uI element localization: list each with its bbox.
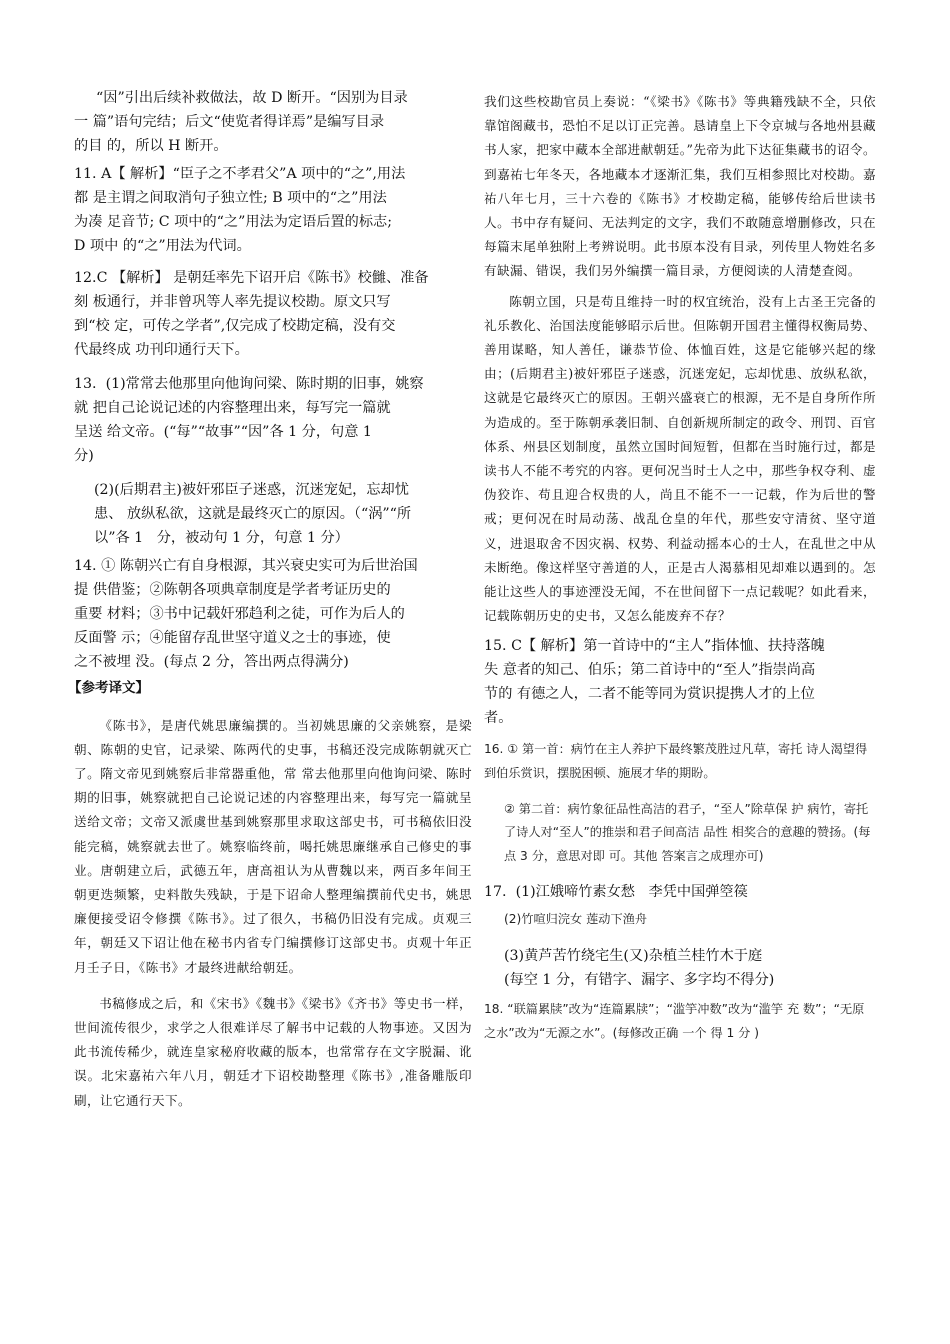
q13-part1: 13. (1)常常去他那里向他询问梁、陈时期的旧事，姚察 就 把自己论说记述的内容整理出来，每写完一篇就 呈送 给文帝。(“每”“故事”“因”各 1 分，句意 1 分)	[74, 376, 424, 464]
left-column	[68, 86, 472, 1113]
q17-line2: (2)竹喧归浣女 莲动下渔舟	[504, 912, 648, 927]
right-column	[484, 90, 876, 1057]
q14-answer: 14. ① 陈朝兴亡有自身根源，其兴衰史实可为后世治国 提 供借鉴；②陈朝各项典章制度是学者考证历史的 重要 材料；③书中记载奸邪趋利之徒，可作为后人的 反面警 示；④能留存乱世坚守道义之士的事迹，使 之不被埋 没。(每点 2 分，答出两点得满分)	[74, 558, 418, 670]
translation-paragraph-2: 书稿修成之后，和《宋书》《魏书》《梁书》《齐书》等史书一样，世间流传很少，求学之人很难详尽了解书中记载的人物事迹。又因为此书流传稀少，就连皇家秘府收藏的版本，也常常存在文字脱漏、讹误。北宋嘉祐六年八月，朝廷才下诏校勘整理《陈书》,准备雕版印刷，让它通行天下。	[74, 995, 472, 1108]
q13-part2: (2)(后期君主)被奸邪臣子迷惑，沉迷宠妃，忘却忧 患、 放纵私欲，这就是最终灭亡的原因。（“涡”“所 以”各 1 分，被动句 1 分，句意 1 分）	[94, 482, 412, 546]
q10-continuation: “因”引出后续补救做法，故 D 断开。“因别为目录 一 篇”语句完结；后文“使览者得详焉”是编写目录 的目 的，所以 H 断开。	[74, 90, 408, 154]
q18-answer: 18. “联篇累牍”改为“连篇累牍”；“滥竽冲数”改为“滥竽 充 数”；“无原之水”改为“无源之水”。(每修改正确 一个 得 1 分 )	[484, 1002, 865, 1040]
q17-line1: 17. (1)江娥啼竹素女愁 李凭中国弹箜篌	[484, 884, 748, 901]
translation-heading: 【参考译文】	[68, 680, 149, 696]
q16-part2: ② 第二首：病竹象征品性高洁的君子，“至人”除草保 护 病竹，寄托了诗人对“至人”的推崇和君子间高洁 品性 相奖合的意趣的赞扬。(每点 3 分，意思对即 可。其他 答案言之成理亦可)	[504, 801, 871, 863]
q16-part1: 16. ① 第一首：病竹在主人养护下最终繁茂胜过凡草，寄托 诗人渴望得到伯乐赏识，摆脱困顿、施展才华的期盼。	[484, 742, 868, 780]
translation-paragraph-4: 陈朝立国，只是苟且维持一时的权宜统治，没有上古圣王完备的礼乐教化、治国法度能够昭示后世。但陈朝开国君主懂得权衡局势、善用谋略，知人善任，谦恭节俭、体恤百姓，这是它能够兴起的缘由；(后期君主)被奸邪臣子迷惑，沉迷宠妃，忘却忧患、放纵私欲，这就是它最终灭亡的原因。王朝兴盛衰亡的根源，无不是自身所作所为造成的。至于陈朝承袭旧制、自创新规所制定的政令、刑罚、百官体系、州县区划制度，虽然立国时间短暂，但都在当时施行过，都是读书人不能不考究的内容。更何况当时士人之中，那些争权夺利、虚伪狡诈、苟且迎合权贵的人，尚且不能不一一记载，作为后世的警戒；更何况在时局动荡、战乱仓皇的年代，那些安守清贫、坚守道义，进退取舍不因灾祸、权势、利益动摇本心的士人，在乱世之中从未断绝。像这样坚守善道的人，正是古人渴慕相见却难以遇到的。怎能让这些人的事迹湮没无闻，不在世间留下一点记载呢？如此看来，记载陈朝历史的史书，又怎么能废弃不存？	[484, 293, 876, 624]
translation-paragraph-3: 我们这些校勘官员上奏说：“《梁书》《陈书》等典籍残缺不全，只依靠馆阁藏书，恐怕不足以订正完善。恳请皇上下令京城与各地州县藏书人家，把家中藏本全部进献朝廷。”先帝为此下达征集藏书的诏令。到嘉祐七年冬天，各地藏本才逐渐汇集，我们互相参照比对校勘。嘉祐八年七月，三十六卷的《陈书》才校勘定稿，能够传给后世读书人。书中存有疑问、无法判定的文字，我们不敢随意增删修改，只在每篇末尾单独附上考辨说明。此书原本没有目录，列传里人物姓名多有缺漏、错误，我们另外编撰一篇目录，方便阅读的人清楚查阅。	[484, 94, 876, 279]
q17-line3: (3)黄芦苦竹绕宅生(又)杂植兰桂竹木于庭 (每空 1 分，有错字、漏字、多字均不得分)	[504, 948, 775, 989]
translation-paragraph-1: 《陈书》，是唐代姚思廉编撰的。当初姚思廉的父亲姚察，是梁朝、陈朝的史官，记录梁、陈两代的史事，书稿还没完成陈朝就灭亡了。隋文帝见到姚察后非常器重他，常 常去他那里向他询问梁、陈时期的旧事，姚察就把自己论说记述的内容整理出来，每写完一篇就呈送给文帝；文帝又派虞世基到姚察那里求取这部史书，可书稿依旧没能完稿，姚察就去世了。姚察临终前，喝托姚思廉继承自己修史的事业。唐朝建立后，武德五年，唐高祖认为从曹魏以来，两百多年间王朝更迭频繁，史料散失残缺，于是下诏命人整理编撰前代史书，姚思廉便接受诏令修撰《陈书》。过了很久，书稿仍旧没有完成。贞观三年，朝廷又下诏让他在秘书内省专门编撰修订这部史书。贞观十年正月壬子日，《陈书》才最终进献给朝廷。	[74, 717, 472, 975]
q12-answer: 12.C 【解析】 是朝廷率先下诏开启《陈书》校雠、准备 刻 板通行，并非曾巩等人率先提议校勘。原文只写 到“校 定，可传之学者”,仅完成了校勘定稿，没有交 代最终成 功刊印通行天下。	[74, 270, 429, 358]
q11-answer: 11. A【 解析】“臣子之不孝君父”A 项中的“之”,用法 都 是主谓之间取消句子独立性; B 项中的“之”用法 为凑 足音节; C 项中的“之”用法为定语后置的标志; D 项中 的“之”用法为代词。	[74, 166, 406, 254]
q15-answer: 15. C【 解析】第一首诗中的“主人”指体恤、扶持落魄 失 意者的知己、伯乐；第二首诗中的“至人”指崇尚高 节的 有德之人，二者不能等同为赏识提携人才的上位 者。	[484, 638, 825, 727]
